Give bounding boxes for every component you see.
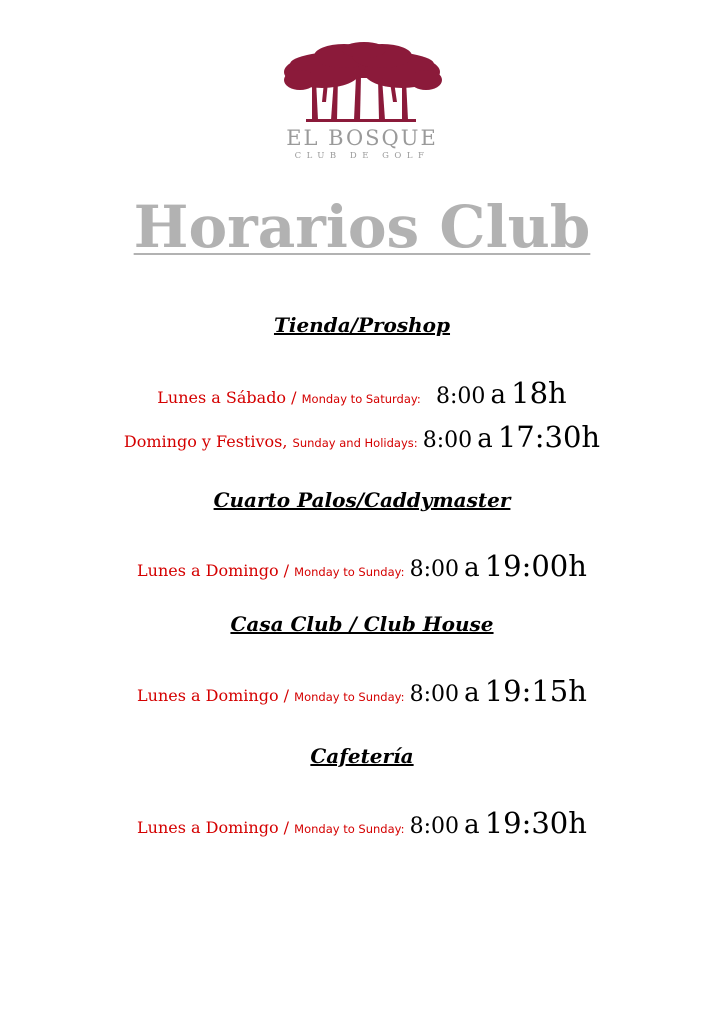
time-separator: a bbox=[464, 678, 480, 708]
trees-logo-icon bbox=[282, 42, 442, 124]
closing-time: 19:00h bbox=[484, 549, 587, 583]
closing-time: 19:30h bbox=[484, 806, 587, 840]
schedule-row bbox=[0, 671, 724, 717]
label-spanish: Lunes a Domingo / bbox=[137, 818, 295, 837]
page-title: Horarios Club bbox=[133, 193, 591, 261]
closing-time: 17:30h bbox=[497, 420, 601, 454]
schedule-row bbox=[0, 546, 724, 592]
time-separator: a bbox=[477, 424, 493, 454]
time-separator: a bbox=[490, 380, 507, 410]
label-spanish: Domingo y Festivos, bbox=[123, 432, 293, 451]
heading-proshop: Tienda/Proshop bbox=[273, 313, 451, 337]
logo-subtitle: CLUB DE GOLF bbox=[294, 151, 430, 161]
label-english: Monday to Sunday: bbox=[294, 565, 405, 579]
opening-time: 8:00 bbox=[409, 557, 459, 582]
label-english: Monday to Sunday: bbox=[294, 822, 405, 836]
closing-time: 18h bbox=[511, 376, 567, 410]
club-logo bbox=[0, 42, 724, 162]
schedule-row bbox=[0, 417, 724, 463]
heading-club-house: Casa Club / Club House bbox=[230, 612, 494, 636]
closing-time: 19:15h bbox=[484, 674, 587, 708]
schedule-row bbox=[0, 373, 724, 419]
opening-time: 8:00 bbox=[422, 428, 473, 453]
opening-time: 8:00 bbox=[409, 814, 459, 839]
heading-caddymaster: Cuarto Palos/Caddymaster bbox=[213, 488, 511, 512]
logo-name: EL BOSQUE bbox=[286, 126, 438, 150]
heading-cafeteria: Cafetería bbox=[310, 744, 414, 768]
label-spanish: Lunes a Domingo / bbox=[137, 561, 295, 580]
opening-time: 8:00 bbox=[436, 384, 486, 409]
time-separator: a bbox=[464, 810, 480, 840]
label-spanish: Lunes a Sábado / bbox=[157, 388, 302, 407]
label-english: Monday to Saturday: bbox=[301, 392, 421, 406]
time-separator: a bbox=[464, 553, 480, 583]
label-spanish: Lunes a Domingo / bbox=[137, 686, 295, 705]
label-english: Sunday and Holidays: bbox=[292, 436, 418, 450]
label-english: Monday to Sunday: bbox=[294, 690, 405, 704]
opening-time: 8:00 bbox=[409, 682, 459, 707]
schedule-row bbox=[0, 803, 724, 849]
